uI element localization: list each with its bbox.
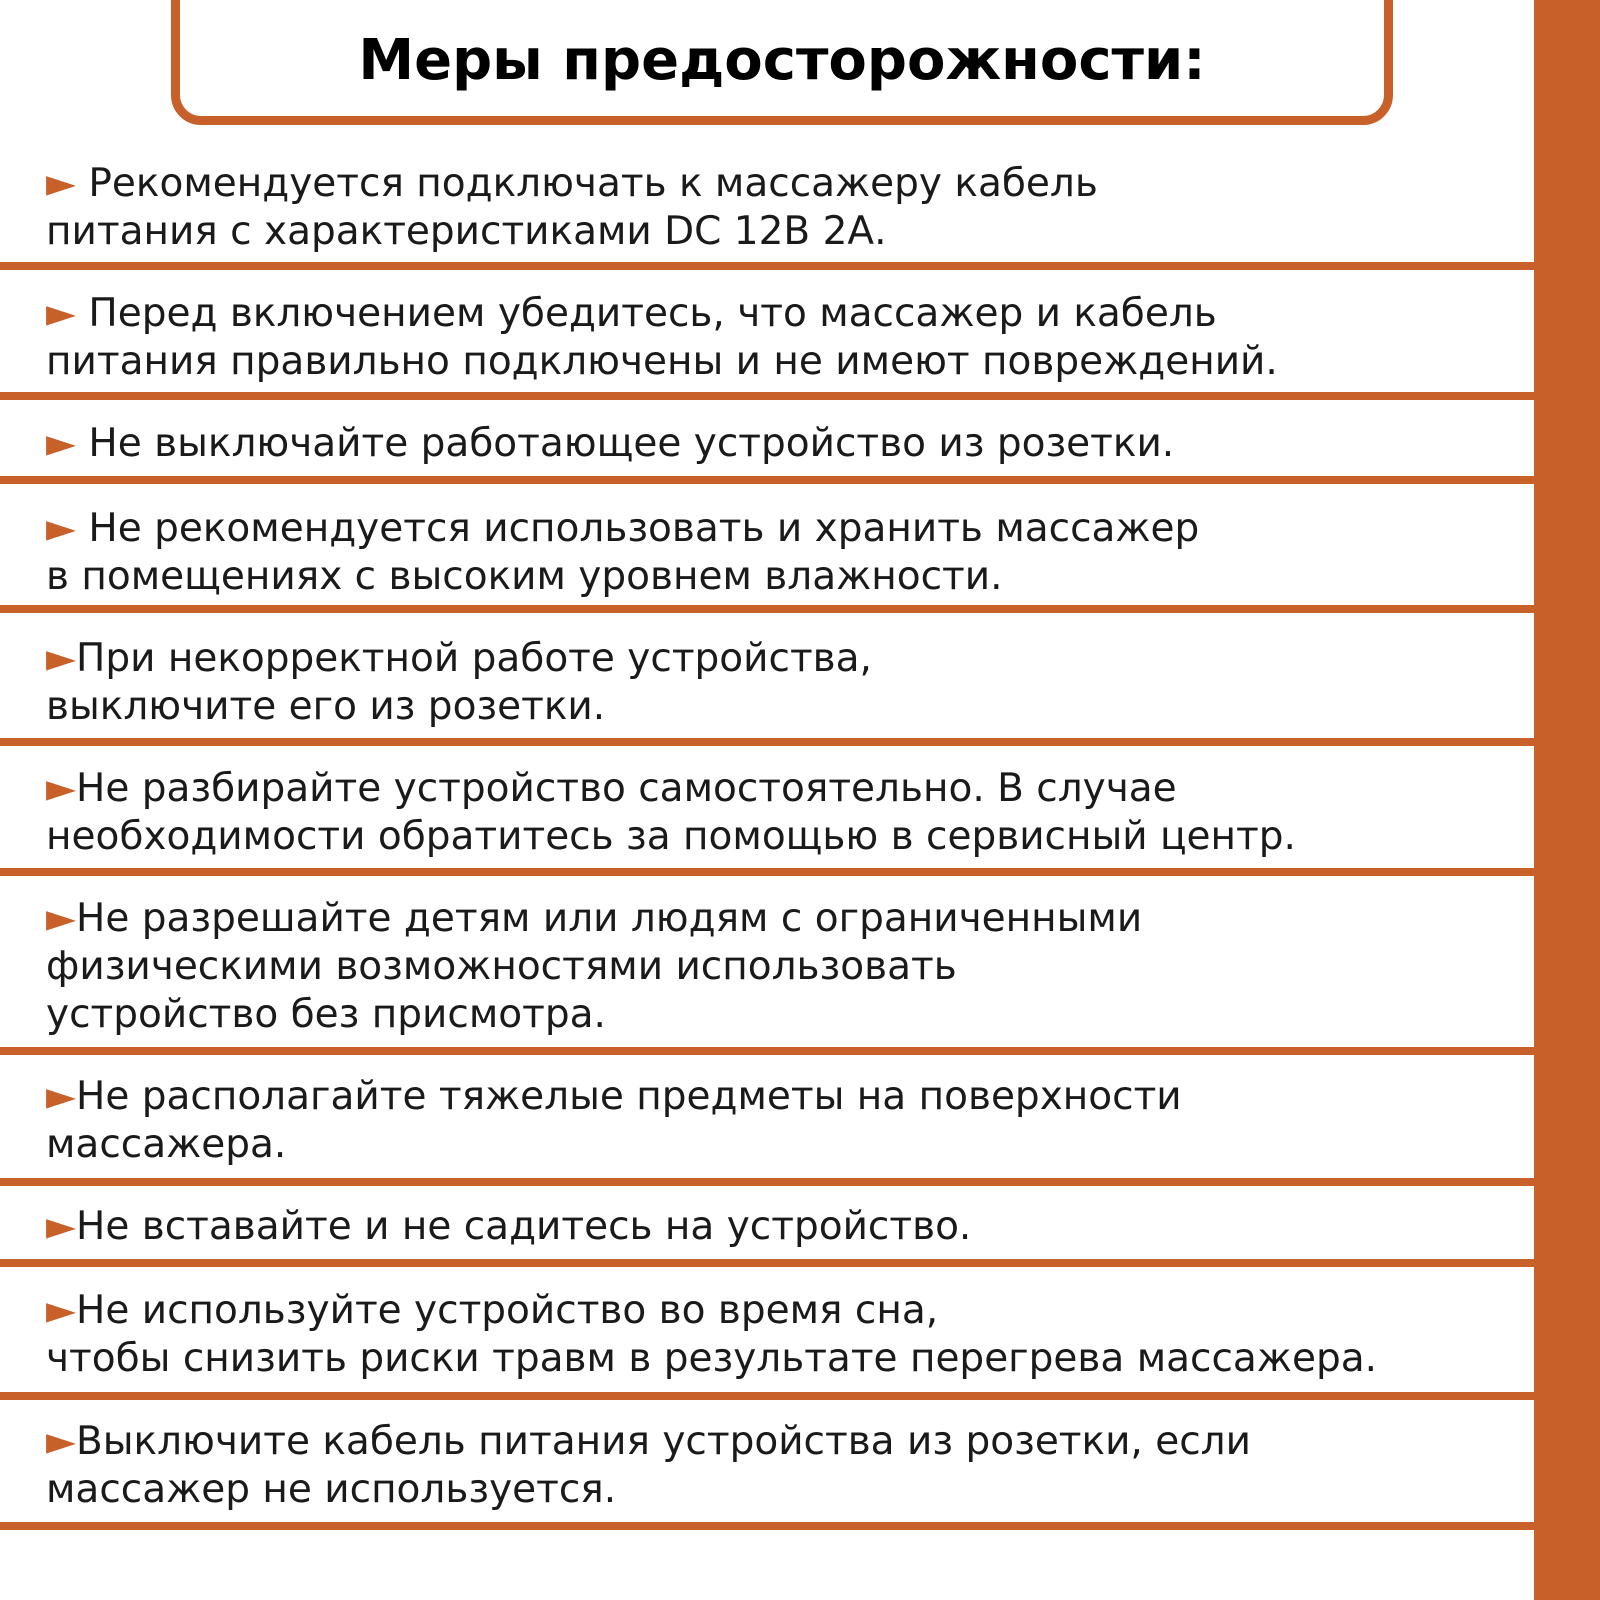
bullet-arrow-icon: ► (46, 161, 76, 206)
precaution-item (46, 420, 1526, 468)
divider (0, 1522, 1534, 1530)
precaution-line: массажера. (46, 1122, 287, 1167)
precaution-line (46, 160, 1526, 208)
precaution-text: Не располагайте тяжелые предметы на поверхности (76, 1074, 1182, 1119)
precaution-text: Не разрешайте детям или людям с ограниченными (76, 896, 1143, 941)
page-title: Меры предосторожности: (358, 28, 1206, 93)
precaution-text: Перед включением убедитесь, что массажер и кабель (76, 291, 1217, 336)
precaution-line (46, 1287, 1526, 1335)
precaution-item (46, 1073, 1526, 1169)
bullet-arrow-icon: ► (46, 1419, 76, 1464)
divider (0, 738, 1534, 746)
divider (0, 1047, 1534, 1055)
divider (0, 262, 1534, 270)
bullet-arrow-icon: ► (46, 636, 76, 681)
precaution-line (46, 765, 1526, 813)
precaution-line (46, 635, 1526, 683)
precaution-item (46, 635, 1526, 731)
bullet-arrow-icon: ► (46, 421, 76, 466)
precaution-text: Не рекомендуется использовать и хранить массажер (76, 506, 1200, 551)
precaution-text: Не выключайте работающее устройство из розетки. (76, 421, 1175, 466)
precaution-item (46, 765, 1526, 861)
precaution-text: Выключите кабель питания устройства из розетки, если (76, 1419, 1251, 1464)
side-accent-bar (1534, 0, 1600, 1600)
bullet-arrow-icon: ► (46, 1288, 76, 1333)
divider (0, 1178, 1534, 1186)
bullet-arrow-icon: ► (46, 506, 76, 551)
precaution-item (46, 895, 1526, 1039)
precaution-line: устройство без присмотра. (46, 992, 606, 1037)
precaution-line: питания с характеристиками DC 12В 2А. (46, 209, 887, 254)
precaution-text: Не вставайте и не садитесь на устройство. (76, 1204, 972, 1249)
precaution-line (46, 1203, 1526, 1251)
bullet-arrow-icon: ► (46, 291, 76, 336)
precaution-item (46, 1203, 1526, 1251)
precaution-line: необходимости обратитесь за помощью в сервисный центр. (46, 814, 1296, 859)
precaution-line: чтобы снизить риски травм в результате перегрева массажера. (46, 1336, 1377, 1381)
precaution-text: Рекомендуется подключать к массажеру кабель (76, 161, 1098, 206)
precaution-line (46, 1073, 1526, 1121)
precaution-line: массажер не используется. (46, 1467, 617, 1512)
bullet-arrow-icon: ► (46, 1204, 76, 1249)
precaution-text: Не используйте устройство во время сна, (76, 1288, 939, 1333)
divider (0, 868, 1534, 876)
precaution-line: выключите его из розетки. (46, 684, 606, 729)
precaution-item (46, 1418, 1526, 1514)
precaution-item (46, 290, 1526, 386)
precaution-item (46, 505, 1526, 601)
precaution-line: питания правильно подключены и не имеют повреждений. (46, 339, 1278, 384)
precaution-line (46, 420, 1526, 468)
divider (0, 1392, 1534, 1400)
precaution-line (46, 290, 1526, 338)
divider (0, 1259, 1534, 1267)
precaution-text: Не разбирайте устройство самостоятельно. В случае (76, 766, 1177, 811)
divider (0, 605, 1534, 613)
divider (0, 476, 1534, 484)
precaution-line: физическими возможностями использовать (46, 944, 957, 989)
precaution-line (46, 895, 1526, 943)
title-box (171, 0, 1393, 125)
precaution-item (46, 1287, 1526, 1383)
precaution-text: При некорректной работе устройства, (76, 636, 872, 681)
precaution-line (46, 1418, 1526, 1466)
bullet-arrow-icon: ► (46, 766, 76, 811)
precaution-item (46, 160, 1526, 256)
bullet-arrow-icon: ► (46, 896, 76, 941)
precaution-line (46, 505, 1526, 553)
divider (0, 392, 1534, 400)
bullet-arrow-icon: ► (46, 1074, 76, 1119)
precaution-line: в помещениях с высоким уровнем влажности. (46, 554, 1003, 599)
